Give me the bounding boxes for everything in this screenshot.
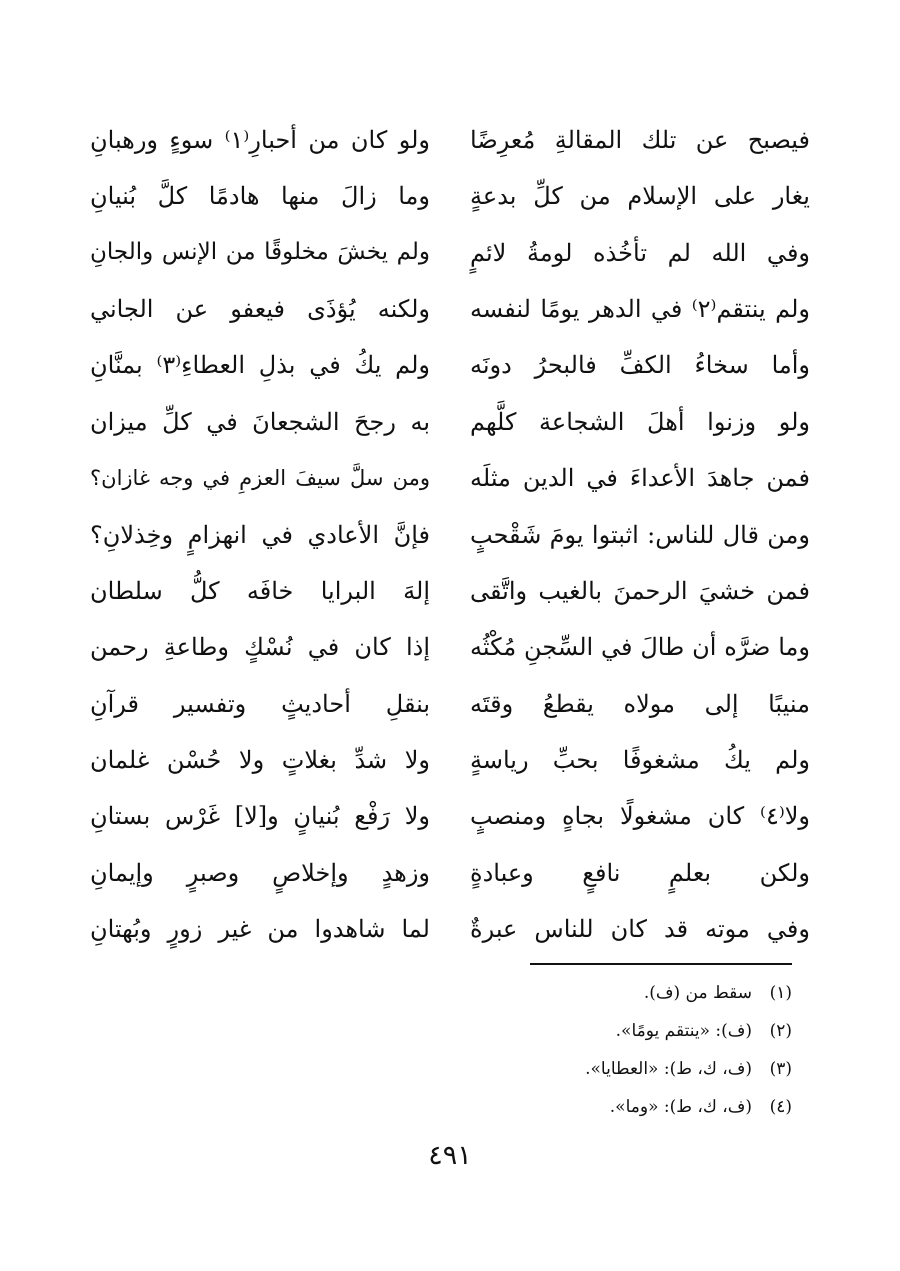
- verse-line: [90, 338, 810, 394]
- verse-second-hemistich: بنقلِ أحاديثٍ وتفسير قرآنِ: [90, 689, 430, 718]
- footnote-text: (ف): «ينتقم يومًا».: [615, 1021, 752, 1042]
- verse-second-hemistich: وما زالَ منها هادمًا كلَّ بُنيانِ: [90, 182, 430, 211]
- footnote-divider: [530, 963, 792, 965]
- verse-line: [90, 789, 810, 845]
- verse-second-hemistich: به رجحَ الشجعانَ في كلِّ ميزان: [90, 407, 430, 436]
- footnote-item: [372, 1089, 792, 1127]
- verse-line: [90, 620, 810, 676]
- footnote-number: (١): [769, 983, 792, 1004]
- verse-first-hemistich: يغار على الإسلام من كلِّ بدعةٍ: [470, 182, 810, 211]
- verse-first-hemistich: وفي الله لم تأخُذه لومةُ لائمٍ: [470, 238, 810, 267]
- verse-line: [90, 845, 810, 901]
- verse-first-hemistich: ولم ينتقم⁽٢⁾ في الدهر يومًا لنفسه: [470, 294, 810, 323]
- verse-line: [90, 168, 810, 224]
- footnote-item: [372, 975, 792, 1013]
- verse-line: [90, 732, 810, 788]
- verse-first-hemistich: ولو وزنوا أهلَ الشجاعة كلَّهم: [470, 407, 810, 436]
- verse-line: [90, 676, 810, 732]
- footnote-text: سقط من (ف).: [643, 983, 752, 1004]
- verse-line: [90, 563, 810, 619]
- verse-second-hemistich: ولم يخشَ مخلوقًا من الإنس والجانِ: [90, 239, 430, 266]
- verse-line: [90, 112, 810, 168]
- verse-second-hemistich: وزهدٍ وإخلاصٍ وصبرٍ وإيمانِ: [90, 858, 430, 887]
- verse-line: [90, 901, 810, 957]
- verse-first-hemistich: ومن قال للناس: اثبتوا يومَ شَقْحبٍ: [470, 520, 810, 549]
- verse-second-hemistich: فإنَّ الأعادي في انهزامٍ وخِذلانِ؟: [90, 520, 430, 549]
- footnote-text: (ف، ك، ط): «وما».: [609, 1097, 752, 1118]
- verse-first-hemistich: ولم يكُ مشغوفًا بحبِّ رياسةٍ: [470, 746, 810, 775]
- verse-line: [90, 507, 810, 563]
- verse-second-hemistich: ولو كان من أحبارِ⁽١⁾ سوءٍ ورهبانِ: [90, 125, 430, 154]
- poem: [90, 112, 810, 958]
- footnote-number: (٣): [769, 1059, 792, 1080]
- verse-first-hemistich: وأما سخاءُ الكفِّ فالبحرُ دونَه: [470, 351, 810, 380]
- verse-second-hemistich: ولكنه يُؤذَى فيعفو عن الجاني: [90, 294, 430, 323]
- verse-first-hemistich: وفي موته قد كان للناس عبرةٌ: [470, 915, 810, 944]
- verse-first-hemistich: فيصبح عن تلك المقالةِ مُعرِضًا: [470, 125, 810, 154]
- footnote-number: (٤): [769, 1097, 792, 1118]
- verse-first-hemistich: منيبًا إلى مولاه يقطعُ وقتَه: [470, 689, 810, 718]
- verse-second-hemistich: ولا رَفْع بُنيانٍ و[لا] غَرْس بستانِ: [90, 802, 430, 831]
- verse-line: [90, 281, 810, 337]
- footnote-text: (ف، ك، ط): «العطايا».: [585, 1059, 752, 1080]
- verse-first-hemistich: ولا⁽٤⁾ كان مشغولًا بجاهٍ ومنصبٍ: [470, 802, 810, 831]
- footnotes: [372, 975, 792, 1127]
- verse-second-hemistich: ومن سلَّ سيفَ العزمِ في وجه غازان؟: [90, 465, 430, 490]
- verse-first-hemistich: فمن خشيَ الرحمنَ بالغيب واتَّقى: [470, 576, 810, 605]
- footnote-number: (٢): [769, 1021, 792, 1042]
- verse-first-hemistich: ولكن بعلمٍ نافعٍ وعبادةٍ: [470, 858, 810, 887]
- verse-line: [90, 394, 810, 450]
- verse-line: [90, 225, 810, 281]
- verse-second-hemistich: ولا شدِّ بغلاتٍ ولا حُسْن غلمان: [90, 746, 430, 775]
- verse-first-hemistich: وما ضرَّه أن طالَ في السِّجنِ مُكْثُه: [470, 633, 810, 662]
- verse-second-hemistich: إلهَ البرايا خافَه كلُّ سلطان: [90, 576, 430, 605]
- verse-second-hemistich: ولم يكُ في بذلِ العطاءِ⁽٣⁾ بمنَّانِ: [90, 351, 430, 380]
- verse-first-hemistich: فمن جاهدَ الأعداءَ في الدين مثلَه: [470, 464, 810, 493]
- verse-second-hemistich: لما شاهدوا من غير زورٍ وبُهتانِ: [90, 915, 430, 944]
- verse-second-hemistich: إذا كان في نُسْكٍ وطاعةِ رحمن: [90, 633, 430, 662]
- footnote-item: [372, 1051, 792, 1089]
- verse-line: [90, 450, 810, 506]
- footnote-item: [372, 1013, 792, 1051]
- page-number: ٤٩١: [428, 1140, 472, 1171]
